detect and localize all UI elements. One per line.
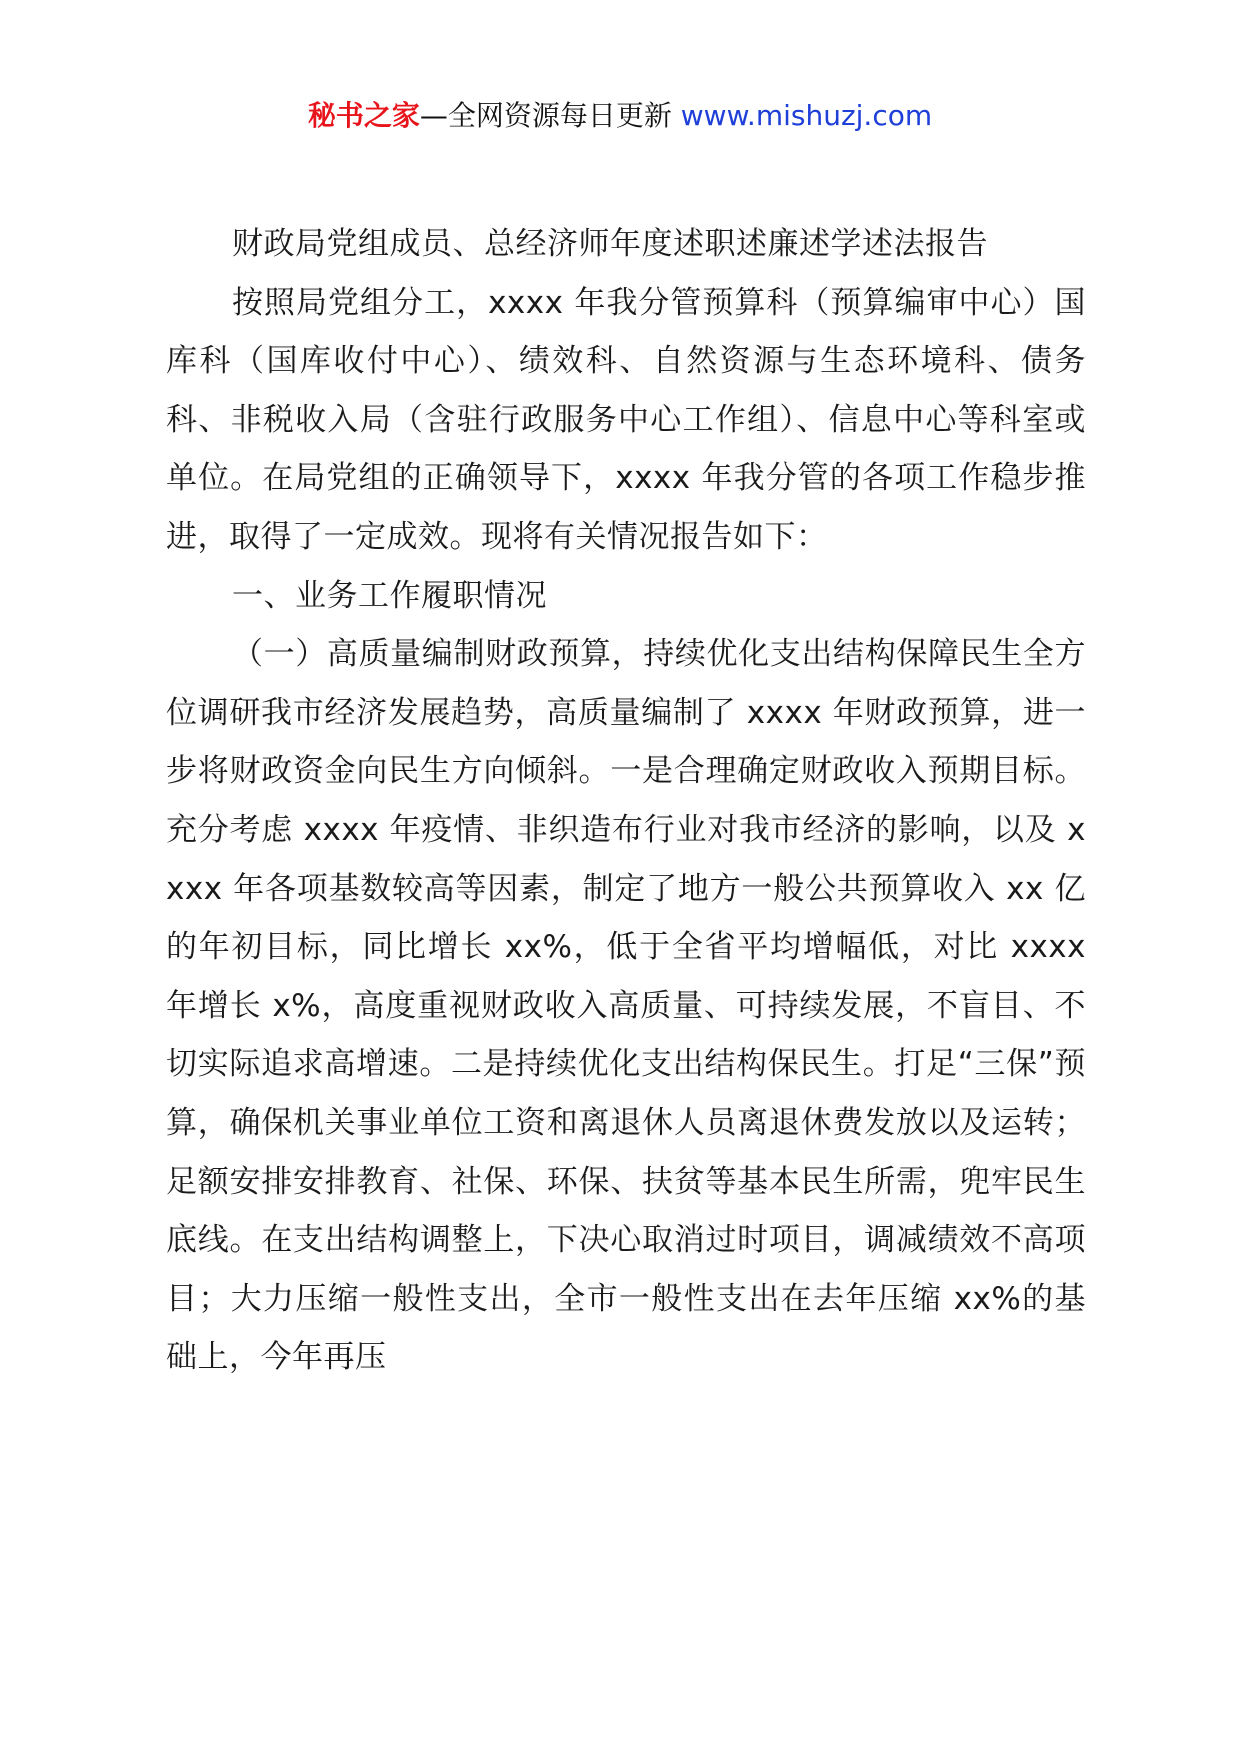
header-tagline: —全网资源每日更新 — [419, 99, 681, 132]
document-title: 财政局党组成员、总经济师年度述职述廉述学述法报告 — [232, 226, 988, 262]
brand-name: 秘书之家 — [307, 99, 420, 132]
site-header — [0, 96, 1240, 136]
document-body — [166, 215, 1086, 1387]
intro-paragraph: 按照局党组分工，xxxx 年我分管预算科（预算编审中心）国库科（国库收付中心）、绩效科、自然资源与生态环境科、债务科、非税收入局（含驻行政服务中心工作组）、信息中心等科室或单位。在局党组的正确领导下，xxxx 年我分管的各项工作稳步推进，取得了一定成效。现将有关情况报告如下： — [166, 284, 1086, 555]
subsection-paragraph: （一）高质量编制财政预算，持续优化支出结构保障民生全方位调研我市经济发展趋势，高质量编制了 xxxx 年财政预算，进一步将财政资金向民生方向倾斜。一是合理确定财政收入预期目标。充分考虑 xxxx 年疫情、非织造布行业对我市经济的影响，以及 xxxx 年各项基数较高等因素，制定了地方一般公共预算收入 xx 亿的年初目标，同比增长 xx%，低于全省平均增幅低，对比 xxxx 年增长 x%，高度重视财政收入高质量、可持续发展，不盲目、不切实际追求高增速。二是持续优化支出结构保民生。打足“三保”预算，确保机关事业单位工资和离退休人员离退休费发放以及运转；足额安排安排教育、社保、环保、扶贫等基本民生所需，兜牢民生底线。在支出结构调整上，下决心取消过时项目，调减绩效不高项目；大力压缩一般性支出，全市一般性支出在去年压缩 xx%的基础上，今年再压 — [166, 636, 1086, 1376]
site-url-link[interactable]: www.mishuzj.com — [680, 99, 933, 132]
section-heading: 一、业务工作履职情况 — [232, 577, 547, 614]
